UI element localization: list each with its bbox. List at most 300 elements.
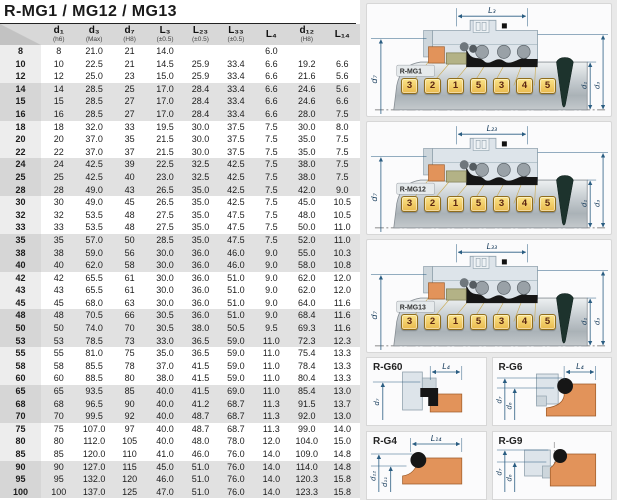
value-cell: 11.0 xyxy=(262,360,280,371)
value-cell: 17.0 xyxy=(147,95,182,108)
size-cell: 12 xyxy=(0,70,41,83)
value-cell: 41.0 xyxy=(156,449,174,459)
value-cell: 7.5 xyxy=(265,134,278,145)
column-header: L₃ (±0.5) xyxy=(147,24,182,45)
value-cell: 39 xyxy=(112,158,147,171)
value-cell: 33.0 xyxy=(147,335,182,348)
size-cell: 50 xyxy=(0,322,41,335)
value-cell: 27 xyxy=(112,95,147,108)
table-row xyxy=(0,461,360,474)
table-row xyxy=(0,410,360,423)
value-cell: 109.0 xyxy=(295,449,319,459)
value-cell: 85 xyxy=(53,449,64,459)
value-cell: 37.0 xyxy=(85,146,103,157)
value-cell: 55 xyxy=(53,348,64,359)
size-cell: 8 xyxy=(0,45,41,58)
length-dim-label: L₃ xyxy=(488,6,496,16)
value-cell: 28.4 xyxy=(183,108,218,121)
value-cell: 32 xyxy=(53,209,64,220)
value-cell: 36.0 xyxy=(183,259,218,272)
value-cell: 120 xyxy=(112,473,147,486)
value-cell: 40.0 xyxy=(156,436,174,447)
size-cell: 20 xyxy=(0,133,41,146)
value-cell: 41.2 xyxy=(183,398,218,411)
seal-model-label: R-MG13 xyxy=(399,304,426,312)
value-cell: 96.5 xyxy=(76,398,111,411)
value-cell: 10.5 xyxy=(333,209,352,220)
value-cell: 125 xyxy=(112,486,147,499)
value-cell: 7.5 xyxy=(325,158,361,171)
table-row xyxy=(0,385,360,398)
value-cell: 7.5 xyxy=(265,222,278,233)
value-cell: 115 xyxy=(112,461,147,474)
value-cell: 11.3 xyxy=(254,398,289,411)
size-cell: 33 xyxy=(0,221,41,234)
table-row xyxy=(0,435,360,448)
value-cell: 33.4 xyxy=(218,83,253,96)
value-cell: 53.5 xyxy=(85,209,103,220)
size-cell: 24 xyxy=(0,158,41,171)
table-row xyxy=(0,347,360,360)
value-cell: 7.5 xyxy=(335,134,349,145)
value-cell: 42 xyxy=(53,272,64,283)
value-cell xyxy=(183,45,218,58)
table-row xyxy=(0,272,360,285)
value-cell: 12.0 xyxy=(333,285,352,296)
value-cell: 7.5 xyxy=(254,184,289,197)
value-cell: 36.0 xyxy=(183,309,218,322)
value-cell: 22.5 xyxy=(147,158,182,171)
value-cell: 9.0 xyxy=(254,247,289,260)
table-row xyxy=(0,486,360,499)
size-cell: 58 xyxy=(0,360,41,373)
value-cell: 47.5 xyxy=(218,234,253,247)
size-cell: 32 xyxy=(0,209,41,222)
value-cell: 107.0 xyxy=(82,423,106,434)
seal-cross-section-drawing xyxy=(367,4,611,116)
value-cell: 75 xyxy=(53,423,64,434)
table-row xyxy=(0,322,360,335)
part-number-balloon: 4 xyxy=(516,78,533,94)
size-cell: 14 xyxy=(0,83,41,96)
value-cell: 19.2 xyxy=(298,58,316,69)
value-cell: 72.3 xyxy=(289,335,324,348)
value-cell: 14.0 xyxy=(254,486,289,499)
value-cell: 68.7 xyxy=(227,423,245,434)
value-cell: 24 xyxy=(41,158,76,171)
size-cell: 90 xyxy=(0,461,41,474)
value-cell: 10 xyxy=(53,58,64,69)
value-cell xyxy=(218,45,253,58)
value-cell: 42.5 xyxy=(227,197,245,208)
part-number-balloon: 2 xyxy=(424,314,441,330)
value-cell: 32.5 xyxy=(183,158,218,171)
value-cell: 30.0 xyxy=(147,259,182,272)
value-cell: 37.5 xyxy=(227,121,245,132)
value-cell: 37.5 xyxy=(227,146,245,157)
value-cell: 46.0 xyxy=(191,449,210,459)
dim-label: L₁₄ xyxy=(430,433,442,444)
value-cell: 10.8 xyxy=(325,259,361,272)
value-cell: 15.0 xyxy=(333,436,352,447)
value-cell: 58 xyxy=(112,259,147,272)
size-cell: 85 xyxy=(0,448,41,461)
value-cell: 16 xyxy=(41,108,76,121)
value-cell: 85 xyxy=(112,385,147,398)
value-cell: 11.0 xyxy=(325,234,361,247)
value-cell: 35 xyxy=(41,234,76,247)
value-cell: 51.0 xyxy=(183,461,218,474)
page-title: R-MG1 / MG12 / MG13 xyxy=(0,0,356,24)
value-cell: 36.0 xyxy=(191,285,210,296)
seat-diagrams xyxy=(366,357,612,500)
value-cell: 10.5 xyxy=(333,197,352,208)
column-header: L₂₃ (±0.5) xyxy=(183,24,218,45)
value-cell: 11.6 xyxy=(325,322,361,335)
value-cell: 93.5 xyxy=(76,385,111,398)
value-cell: 14.0 xyxy=(254,473,289,486)
value-cell: 80 xyxy=(124,373,135,384)
value-cell: 61 xyxy=(124,285,135,296)
value-cell: 48.0 xyxy=(191,436,210,447)
value-cell: 76.0 xyxy=(218,473,253,486)
value-cell: 137.0 xyxy=(76,486,111,499)
value-cell: 61 xyxy=(124,272,135,283)
value-cell: 21.5 xyxy=(156,134,174,145)
value-cell: 80 xyxy=(53,436,64,447)
value-cell: 28.4 xyxy=(183,95,218,108)
part-number-balloon: 4 xyxy=(516,314,533,330)
size-cell: 18 xyxy=(0,121,41,134)
value-cell: 14.0 xyxy=(156,46,174,56)
value-cell: 50 xyxy=(41,322,76,335)
length-dim-label: L₃₃ xyxy=(486,242,498,252)
value-cell: 43 xyxy=(53,285,64,296)
value-cell: 78 xyxy=(124,360,135,371)
value-cell: 97 xyxy=(124,423,135,434)
value-cell: 59.0 xyxy=(218,335,253,348)
seat-model-label: R-G4 xyxy=(373,436,397,447)
value-cell: 42.5 xyxy=(218,158,253,171)
table-row xyxy=(0,108,360,121)
value-cell: 51.0 xyxy=(227,297,245,308)
value-cell: 19.5 xyxy=(156,121,174,132)
value-cell: 41.5 xyxy=(183,385,218,398)
value-cell: 11.6 xyxy=(325,309,361,322)
value-cell: 9.0 xyxy=(265,272,278,283)
seal-cross-section-drawing xyxy=(367,240,611,352)
outer-dim-label: d₃ xyxy=(592,81,602,90)
value-cell: 21.0 xyxy=(85,46,103,56)
value-cell: 32.0 xyxy=(85,121,103,132)
value-cell: 14.8 xyxy=(325,461,361,474)
value-cell: 20 xyxy=(53,134,64,145)
outer-dim-label: d₃ xyxy=(592,317,602,326)
table-row xyxy=(0,423,360,436)
value-cell: 30.0 xyxy=(298,121,316,132)
value-cell: 37 xyxy=(124,146,135,157)
value-cell: 21 xyxy=(124,46,135,56)
value-cell: 37.0 xyxy=(85,134,103,145)
dim-label: L₄ xyxy=(442,361,450,372)
value-cell: 57.0 xyxy=(76,234,111,247)
size-cell: 40 xyxy=(0,259,41,272)
value-cell: 70 xyxy=(41,410,76,423)
value-cell: 46.0 xyxy=(147,473,182,486)
value-cell: 68.4 xyxy=(289,309,324,322)
value-cell: 51.0 xyxy=(183,473,218,486)
size-cell: 75 xyxy=(0,423,41,436)
value-cell: 65.5 xyxy=(85,285,103,296)
value-cell: 51.0 xyxy=(218,309,253,322)
value-cell: 13.0 xyxy=(325,410,361,423)
size-cell: 53 xyxy=(0,335,41,348)
value-cell: 88.5 xyxy=(85,373,103,384)
value-cell: 12.3 xyxy=(325,335,361,348)
value-cell: 120.0 xyxy=(82,449,106,459)
size-cell: 80 xyxy=(0,435,41,448)
value-cell: 9.0 xyxy=(254,259,289,272)
part-number-balloon: 3 xyxy=(401,196,418,212)
value-cell: 51.0 xyxy=(183,486,218,499)
value-cell: 6.6 xyxy=(254,95,289,108)
seal-model-label: R-MG12 xyxy=(399,186,426,194)
value-cell: 6.6 xyxy=(254,83,289,96)
value-cell: 7.5 xyxy=(265,197,278,208)
size-cell: 10 xyxy=(0,58,41,71)
table-row xyxy=(0,209,360,222)
part-number-balloon: 2 xyxy=(424,78,441,94)
value-cell: 50.5 xyxy=(218,322,253,335)
value-cell: 48.0 xyxy=(298,209,316,220)
dim-label: d₁₁ xyxy=(381,476,390,488)
value-cell: 90 xyxy=(41,461,76,474)
value-cell: 58.0 xyxy=(289,259,324,272)
dimensions-table xyxy=(0,24,360,498)
table-row xyxy=(0,284,360,297)
value-cell: 41.5 xyxy=(191,373,210,384)
size-cell: 70 xyxy=(0,410,41,423)
value-cell: 92 xyxy=(112,410,147,423)
value-cell: 37.5 xyxy=(227,134,245,145)
column-header: d₁ (h6) xyxy=(41,24,76,45)
seal-cross-section-drawing xyxy=(367,122,611,234)
value-cell: 100 xyxy=(41,486,76,499)
table-row xyxy=(0,121,360,134)
value-cell: 105 xyxy=(122,436,138,447)
value-cell: 62.0 xyxy=(298,285,316,296)
value-cell: 70.5 xyxy=(76,309,111,322)
value-cell: 6.6 xyxy=(265,58,278,69)
value-cell: 8 xyxy=(56,46,62,56)
value-cell: 9.0 xyxy=(265,297,278,308)
value-cell: 26.5 xyxy=(156,197,174,208)
value-cell: 37.0 xyxy=(156,360,174,371)
dim-label: d₁₂ xyxy=(369,470,378,482)
value-cell: 48 xyxy=(41,309,76,322)
value-cell: 36.5 xyxy=(191,348,210,359)
bore-dim-label: d₇ xyxy=(370,311,379,320)
value-cell: 53 xyxy=(41,335,76,348)
part-number-balloon: 3 xyxy=(493,314,510,330)
value-cell: 59.0 xyxy=(227,348,245,359)
size-cell: 42 xyxy=(0,272,41,285)
dim-label: d₇ xyxy=(372,398,381,406)
value-cell: 35.0 xyxy=(183,184,218,197)
table-row xyxy=(0,247,360,260)
value-cell: 40.0 xyxy=(147,385,182,398)
value-cell: 85.4 xyxy=(289,385,324,398)
value-cell: 80.4 xyxy=(298,373,316,384)
size-cell: 15 xyxy=(0,95,41,108)
value-cell: 35.0 xyxy=(183,234,218,247)
value-cell: 68.7 xyxy=(218,410,253,423)
value-cell: 91.5 xyxy=(289,398,324,411)
value-cell: 6.0 xyxy=(265,46,278,56)
value-cell: 6.6 xyxy=(254,108,289,121)
value-cell: 25 xyxy=(112,83,147,96)
value-cell: 90 xyxy=(112,398,147,411)
outer-dim-label: d₃ xyxy=(592,199,602,208)
size-cell: 35 xyxy=(0,234,41,247)
value-cell: 28.5 xyxy=(147,234,182,247)
value-cell: 30.0 xyxy=(156,272,174,283)
seal-diagrams xyxy=(360,3,617,353)
value-cell: 112.0 xyxy=(83,436,106,447)
value-cell: 59.0 xyxy=(227,373,245,384)
value-cell: 13.3 xyxy=(333,373,352,384)
value-cell: 27.5 xyxy=(156,222,174,233)
length-dim-label: L₂₃ xyxy=(486,124,498,134)
value-cell: 14.0 xyxy=(333,423,352,434)
shaft-dim-label: d₁ xyxy=(579,81,589,90)
part-number-balloon: 5 xyxy=(470,314,487,330)
value-cell: 68.0 xyxy=(85,297,103,308)
size-cell: 65 xyxy=(0,385,41,398)
value-cell: 12.0 xyxy=(333,272,352,283)
dim-label: d₇ xyxy=(494,396,503,404)
table-row xyxy=(0,473,360,486)
value-cell: 27 xyxy=(112,108,147,121)
value-cell: 32.5 xyxy=(183,171,218,184)
value-cell: 11.3 xyxy=(262,423,280,434)
value-cell: 7.5 xyxy=(325,108,361,121)
value-cell: 35.0 xyxy=(156,348,174,359)
table-row xyxy=(0,372,360,385)
value-cell: 76.0 xyxy=(218,486,253,499)
table-row xyxy=(0,335,360,348)
value-cell: 99.5 xyxy=(76,410,111,423)
part-number-balloon: 4 xyxy=(516,196,533,212)
part-number-balloon: 1 xyxy=(447,78,464,94)
value-cell: 58 xyxy=(53,360,64,371)
value-cell: 40.0 xyxy=(147,410,182,423)
seal-diagram-panel xyxy=(366,239,612,353)
column-header: d₃ (Max) xyxy=(76,24,111,45)
value-cell: 9.0 xyxy=(254,309,289,322)
value-cell: 30.0 xyxy=(191,121,210,132)
value-cell: 62.0 xyxy=(76,259,111,272)
shaft-dim-label: d₁ xyxy=(579,317,589,326)
seat-diagram-rg6 xyxy=(492,357,613,426)
value-cell: 36.0 xyxy=(191,272,210,283)
table-row xyxy=(0,70,360,83)
value-cell: 40 xyxy=(41,259,76,272)
value-cell: 28.4 xyxy=(183,83,218,96)
value-cell: 5.6 xyxy=(325,83,361,96)
value-cell: 13.7 xyxy=(325,398,361,411)
value-cell: 13.3 xyxy=(333,360,352,371)
value-cell: 33 xyxy=(53,222,64,233)
value-cell: 114.0 xyxy=(289,461,324,474)
table-row xyxy=(0,83,360,96)
value-cell: 33.4 xyxy=(227,71,245,82)
value-cell: 7.5 xyxy=(265,146,278,157)
part-number-balloon: 1 xyxy=(447,314,464,330)
size-cell: 25 xyxy=(0,171,41,184)
size-cell: 30 xyxy=(0,196,41,209)
value-cell: 33.4 xyxy=(227,58,245,69)
value-cell: 110 xyxy=(122,449,137,459)
value-cell: 59.0 xyxy=(227,360,245,371)
value-cell: 40.0 xyxy=(156,423,174,434)
value-cell: 41.5 xyxy=(191,360,210,371)
value-cell: 35 xyxy=(124,134,135,145)
seat-diagram-rg60 xyxy=(366,357,487,426)
value-cell: 25.9 xyxy=(191,71,210,82)
value-cell: 49.0 xyxy=(76,184,111,197)
part-number-balloon: 5 xyxy=(470,196,487,212)
balloon-row xyxy=(401,314,556,330)
part-number-balloon: 5 xyxy=(539,196,556,212)
value-cell: 7.5 xyxy=(265,121,278,132)
seat-diagram-rg4 xyxy=(366,431,487,500)
value-cell: 78.4 xyxy=(298,360,316,371)
value-cell: 28.5 xyxy=(76,95,111,108)
value-cell: 11.6 xyxy=(333,297,351,308)
value-cell: 6.6 xyxy=(325,95,361,108)
value-cell: 48 xyxy=(124,222,135,233)
value-cell: 36.5 xyxy=(183,335,218,348)
value-cell: 50.0 xyxy=(298,222,316,233)
diagram-section xyxy=(360,0,617,500)
table-row xyxy=(0,146,360,159)
value-cell: 74.0 xyxy=(76,322,111,335)
value-cell: 42.5 xyxy=(218,171,253,184)
value-cell: 75 xyxy=(124,348,135,359)
value-cell: 85.5 xyxy=(85,360,103,371)
value-cell: 23.0 xyxy=(147,171,182,184)
value-cell: 68 xyxy=(41,398,76,411)
value-cell: 42.5 xyxy=(76,171,111,184)
value-cell: 15 xyxy=(41,95,76,108)
value-cell: 69.3 xyxy=(289,322,324,335)
value-cell: 26.5 xyxy=(147,184,182,197)
value-cell: 36.0 xyxy=(191,297,210,308)
value-cell: 17.0 xyxy=(147,83,182,96)
value-cell: 45.0 xyxy=(147,461,182,474)
value-cell: 48 xyxy=(124,209,135,220)
value-cell: 35.0 xyxy=(191,197,210,208)
size-cell: 28 xyxy=(0,184,41,197)
value-cell: 15.8 xyxy=(325,486,361,499)
value-cell: 123.3 xyxy=(289,486,324,499)
value-cell: 21 xyxy=(124,58,135,69)
part-number-balloon: 3 xyxy=(401,78,418,94)
value-cell: 9.0 xyxy=(325,184,361,197)
value-cell: 99.0 xyxy=(298,423,316,434)
value-cell: 56 xyxy=(112,247,147,260)
